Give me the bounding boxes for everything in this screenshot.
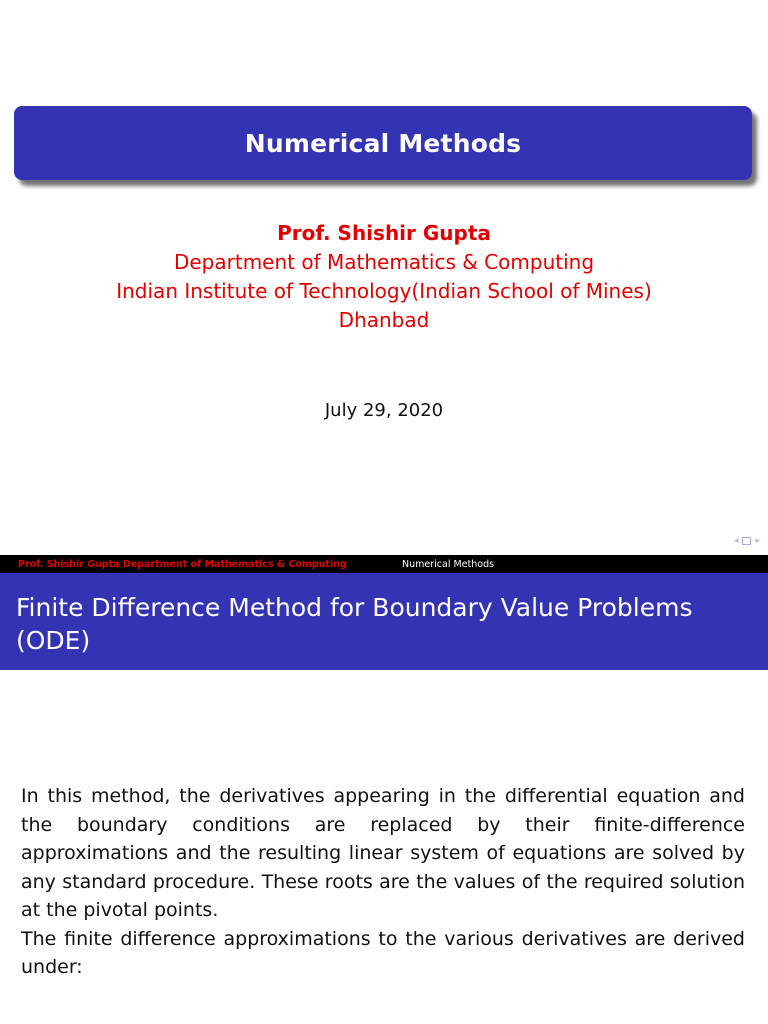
frame-title-line-2: (ODE) xyxy=(16,626,91,655)
body-text xyxy=(21,782,745,982)
headline-bar xyxy=(0,555,768,573)
headline-author[interactable]: Prof. Shishir Gupta Department of Mathematics & Computing xyxy=(18,558,347,570)
slide-navigation[interactable] xyxy=(734,536,760,546)
author-institute: Indian Institute of Technology(Indian School of Mines) xyxy=(116,279,652,303)
body-paragraph-1: In this method, the derivatives appearing in the differential equation and the boundary conditions are replaced by their finite-difference approximations and the resulting linear system of equations are solved by any standard procedure. These roots are the values of the required solution at the pivotal points. xyxy=(21,785,745,921)
nav-prev-icon[interactable]: ◂ xyxy=(733,536,739,546)
author-city: Dhanbad xyxy=(338,308,430,332)
headline-title[interactable]: Numerical Methods xyxy=(402,558,495,570)
body-paragraph-2: The finite difference approximations to the various derivatives are derived under: xyxy=(21,927,745,978)
title-box xyxy=(14,106,752,180)
author-block xyxy=(0,219,768,335)
nav-frame-icon[interactable] xyxy=(742,537,751,545)
frame-title-bar xyxy=(0,573,768,670)
author-name: Prof. Shishir Gupta xyxy=(277,221,491,245)
author-department: Department of Mathematics & Computing xyxy=(173,250,595,274)
nav-next-icon[interactable]: ▸ xyxy=(755,536,760,546)
content-slide xyxy=(0,555,768,1024)
frame-title-line-1: Finite Difference Method for Boundary Value Problems xyxy=(16,593,693,622)
frame-title xyxy=(16,591,756,657)
presentation-date: July 29, 2020 xyxy=(324,400,444,421)
presentation-title: Numerical Methods xyxy=(244,128,522,158)
